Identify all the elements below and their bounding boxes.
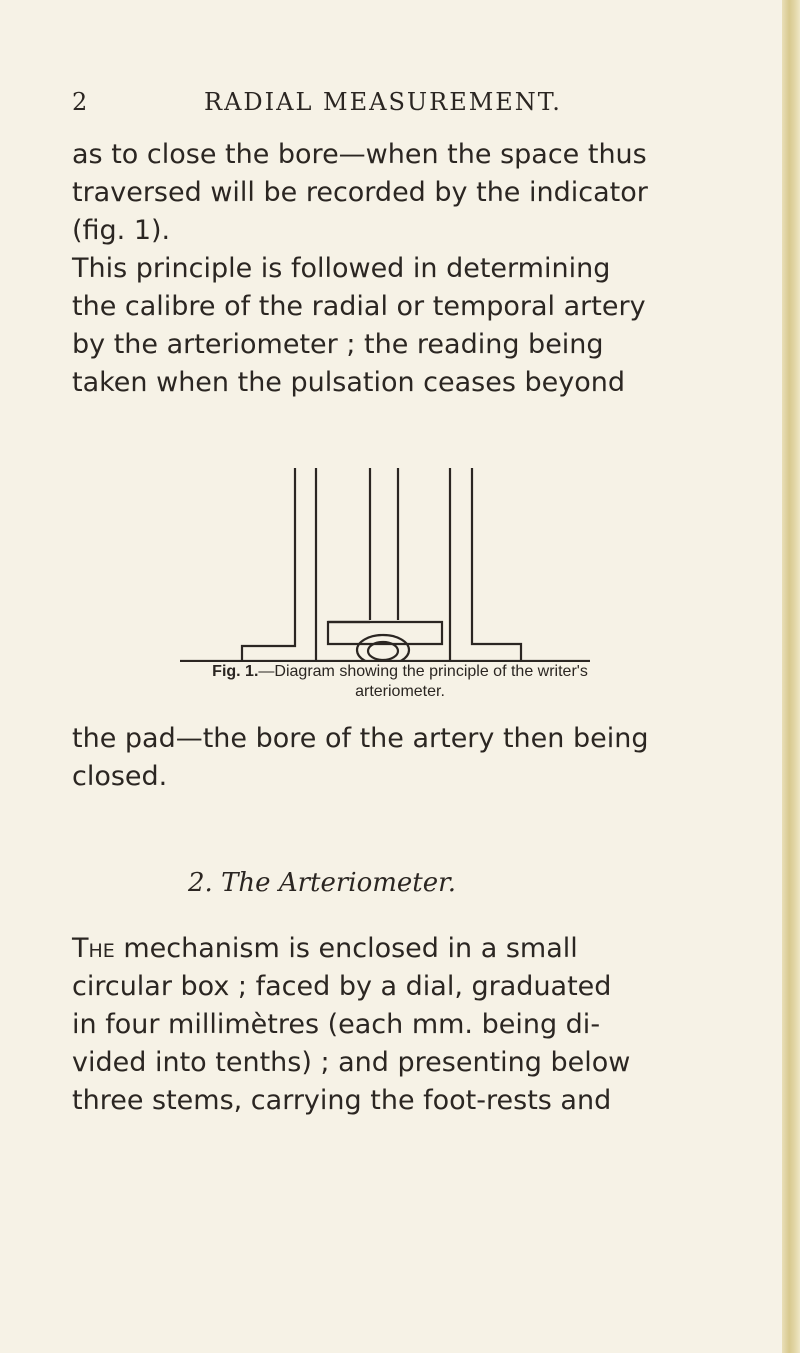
body-text-lower xyxy=(72,720,712,796)
running-head: RADIAL MEASUREMENT. xyxy=(204,88,562,116)
text-line: taken when the pulsation ceases beyond xyxy=(72,367,625,398)
text-line: the pad—the bore of the artery then being xyxy=(72,723,649,754)
text-line: three stems, carrying the foot-rests and xyxy=(72,1085,612,1116)
text-line: in four millimètres (each mm. being di- xyxy=(72,1009,601,1040)
section-first-line-rest: mechanism is enclosed in a small xyxy=(114,933,578,964)
text-line: (fig. 1). xyxy=(72,215,171,246)
page-header xyxy=(72,88,742,128)
text-line: vided into tenths) ; and presenting below xyxy=(72,1047,631,1078)
arteriometer-diagram xyxy=(180,450,590,662)
figure-caption-text-2: arteriometer. xyxy=(355,683,445,700)
section-number: 2. xyxy=(188,868,213,898)
body-text-upper xyxy=(72,136,712,402)
figure-caption-label: Fig. 1. xyxy=(212,663,259,680)
figure-caption-text: —Diagram showing the principle of the writer's xyxy=(258,663,588,680)
section-body-text xyxy=(72,930,712,1120)
text-line: as to close the bore—when the space thus xyxy=(72,139,647,170)
text-line: closed. xyxy=(72,761,168,792)
section-first-word: The xyxy=(72,933,115,964)
page-number: 2 xyxy=(72,88,89,116)
text-line: This principle is followed in determining xyxy=(72,253,611,284)
text-line: by the arteriometer ; the reading being xyxy=(72,329,604,360)
diagram-pad xyxy=(328,622,442,644)
text-line xyxy=(72,930,712,968)
section-heading xyxy=(188,868,456,898)
text-line: circular box ; faced by a dial, graduated xyxy=(72,971,612,1002)
diagram-right-foot xyxy=(472,468,521,661)
text-line: the calibre of the radial or temporal artery xyxy=(72,291,646,322)
diagram-left-foot xyxy=(242,468,295,661)
page-edge xyxy=(782,0,800,1353)
section-title: The Arteriometer. xyxy=(221,868,456,898)
diagram-artery-outer xyxy=(357,635,409,662)
figure-caption xyxy=(150,662,650,702)
text-line: traversed will be recorded by the indicator xyxy=(72,177,648,208)
